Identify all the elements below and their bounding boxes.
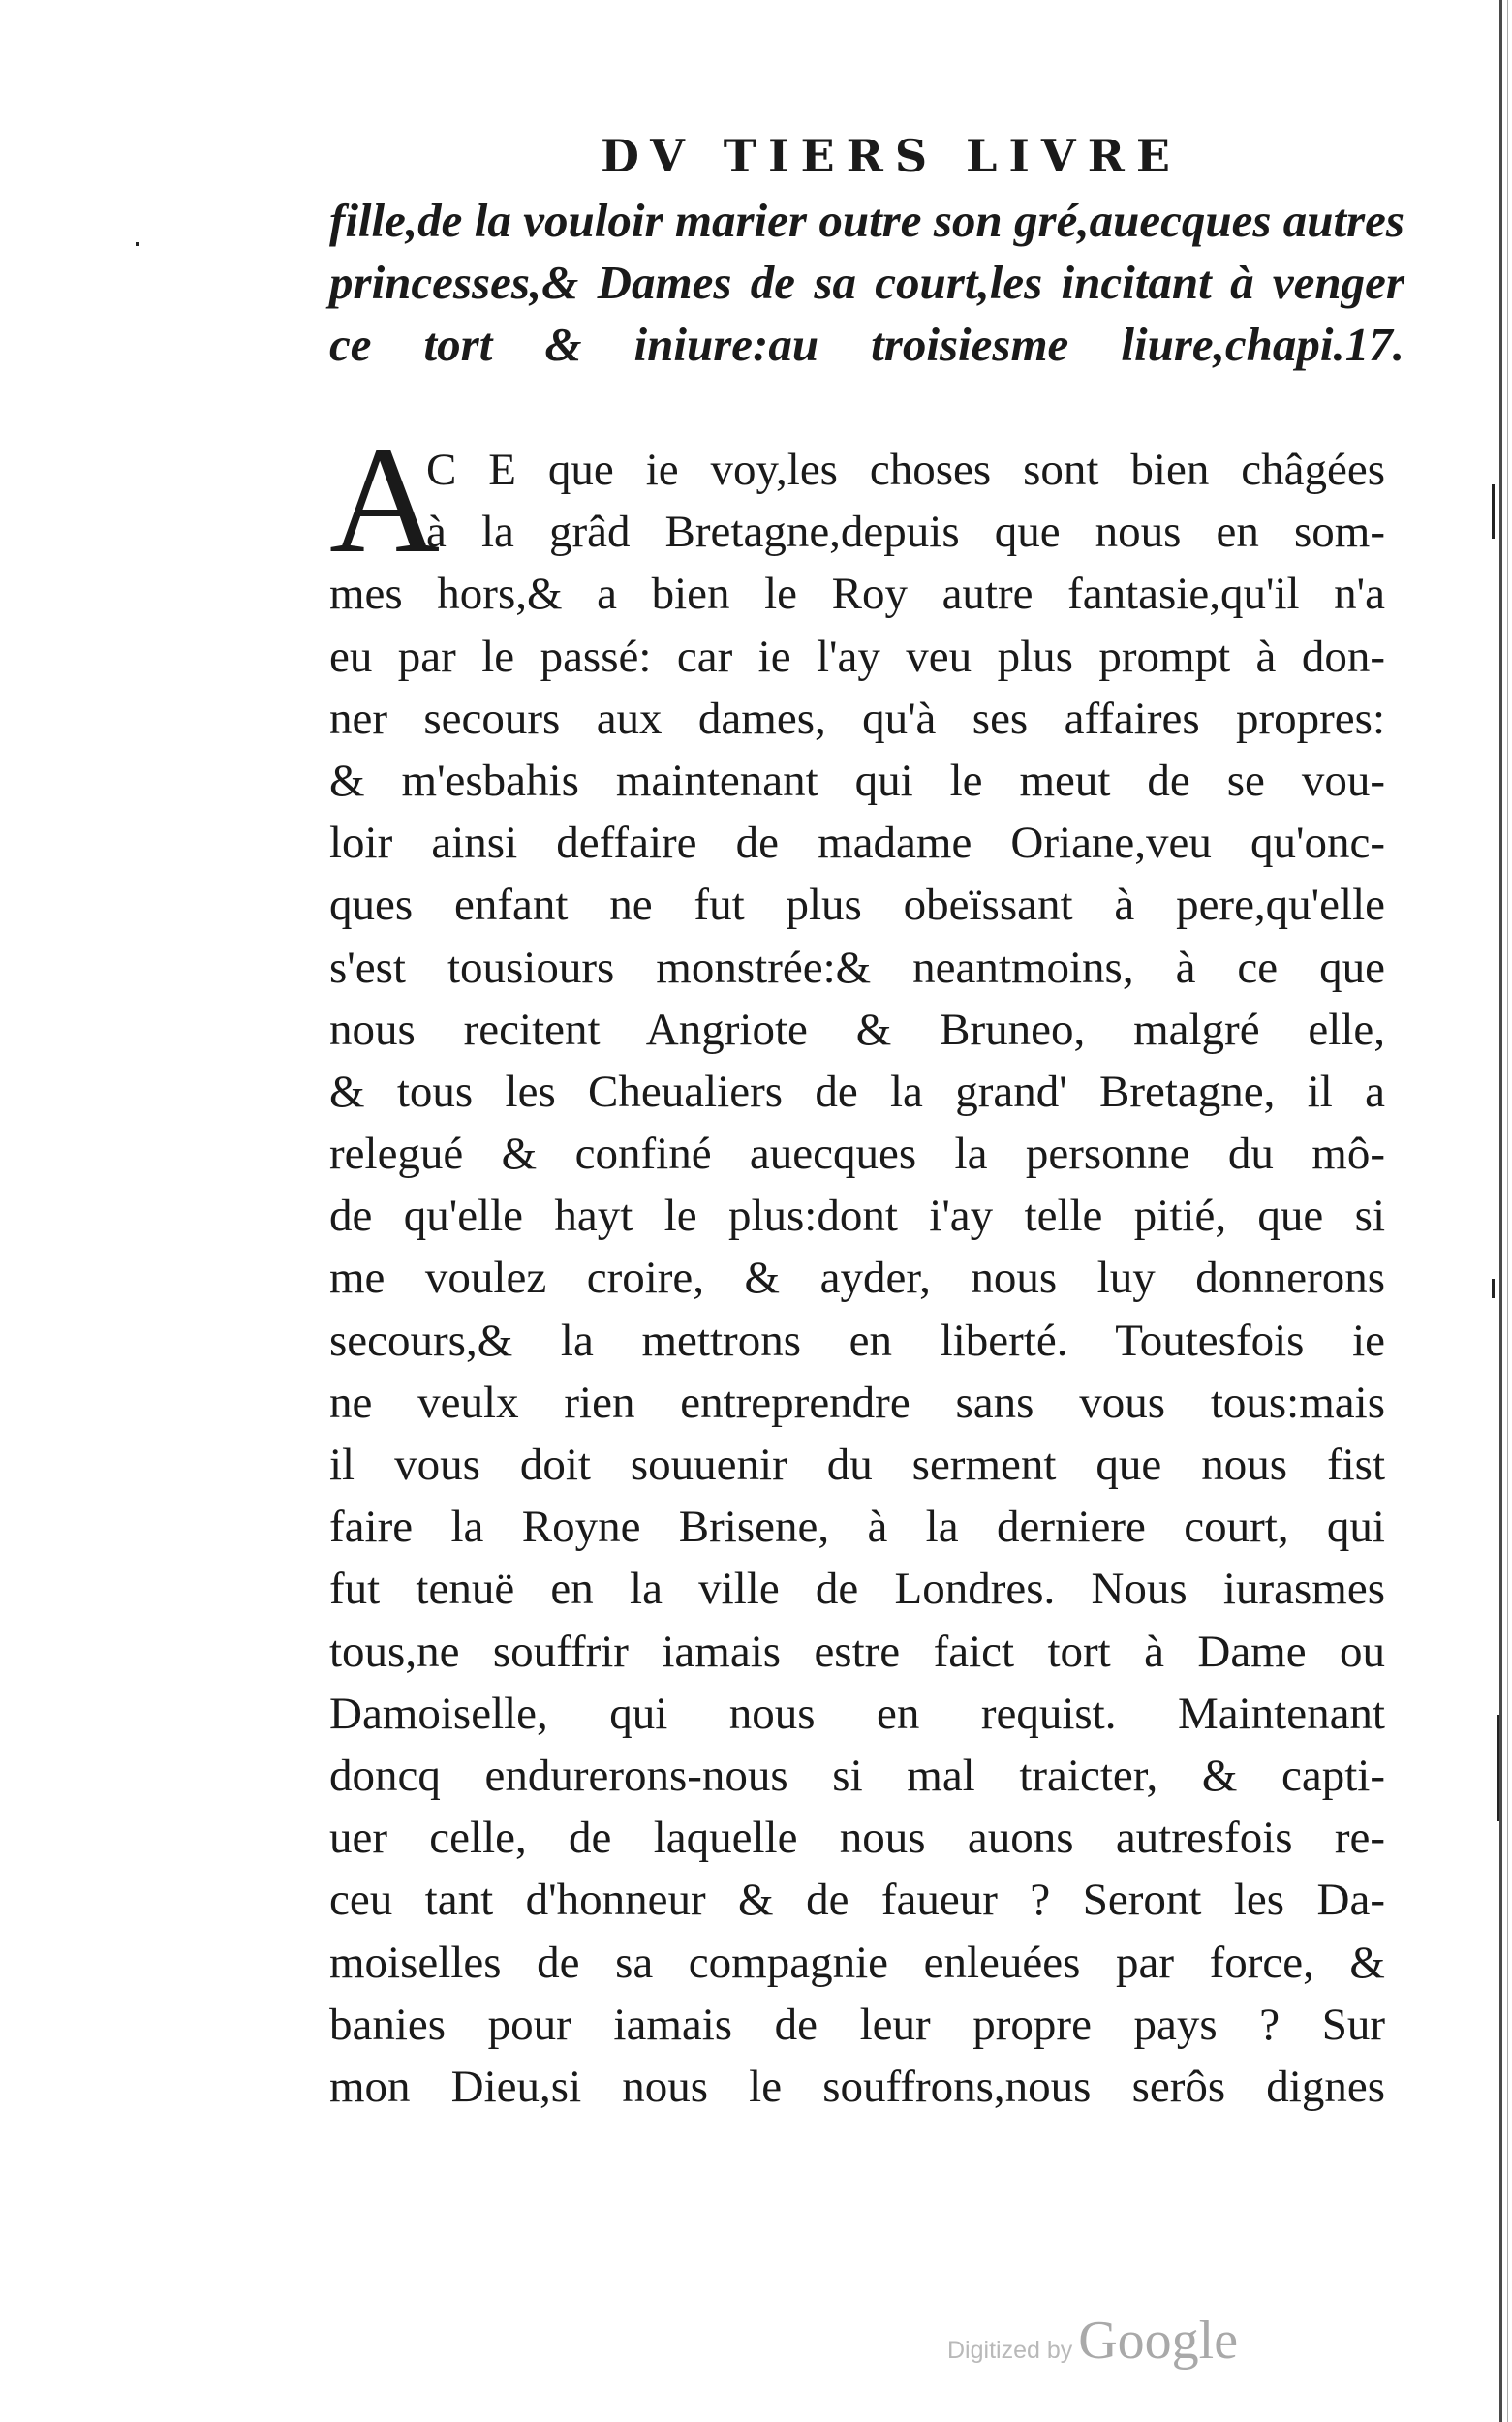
body-line: à la grâd Bretagne,depuis que nous en som- xyxy=(426,507,1385,558)
body-line: & tous les Cheualiers de la grand' Bretagne, il a xyxy=(329,1066,1385,1117)
body-line: eu par le passé: car ie l'ay veu plus prompt à don- xyxy=(329,631,1385,682)
body-line: il vous doit souuenir du serment que nous fist xyxy=(329,1440,1385,1490)
body-line: tous,ne souffrir iamais estre faict tort à Dame ou xyxy=(329,1626,1385,1677)
body-line: mes hors,& a bien le Roy autre fantasie,qu'il n'a xyxy=(329,569,1385,620)
scan-edge-line-secondary xyxy=(1507,0,1508,2422)
body-line: ceu tant d'honneur & de faueur ? Seront les Da- xyxy=(329,1875,1385,1926)
body-line: relegué & confiné auecques la personne du mô- xyxy=(329,1129,1385,1180)
body-line: doncq endurerons-nous si mal traicter, & capti- xyxy=(329,1750,1385,1801)
scan-mark xyxy=(136,242,139,246)
summary-line: princesses,& Dames de sa court,les incitant à venger xyxy=(329,256,1404,309)
summary-line: ce tort & iniure:au troisiesme liure,chapi.17. xyxy=(329,318,1404,371)
body-line: me voulez croire, & ayder, nous luy donnerons xyxy=(329,1253,1385,1304)
body-line: secours,& la mettrons en liberté. Toutesfois ie xyxy=(329,1315,1385,1366)
body-line: de qu'elle hayt le plus:dont i'ay telle pitié, que si xyxy=(329,1191,1385,1242)
google-logo: Google xyxy=(1078,2311,1239,2371)
scan-mark xyxy=(1492,484,1495,539)
body-line: s'est tousiours monstrée:& neantmoins, à ce que xyxy=(329,942,1385,993)
body-line: moiselles de sa compagnie enleuées par force, & xyxy=(329,1937,1385,1988)
body-line: ner secours aux dames, qu'à ses affaires propres: xyxy=(329,693,1385,744)
body-text xyxy=(329,416,1385,2118)
body-line: fut tenuë en la ville de Londres. Nous iurasmes xyxy=(329,1564,1385,1615)
body-line: uer celle, de laquelle nous auons autresfois re- xyxy=(329,1813,1385,1864)
summary-line: fille,de la vouloir marier outre son gré,auecques autres xyxy=(329,194,1404,247)
scan-edge-line xyxy=(1499,0,1502,2422)
scan-mark xyxy=(1492,1279,1495,1298)
body-line: nous recitent Angriote & Bruneo, malgré elle, xyxy=(329,1004,1385,1055)
drop-cap: A xyxy=(329,416,441,585)
body-line: loir ainsi deffaire de madame Oriane,veu qu'onc- xyxy=(329,818,1385,869)
body-line: banies pour iamais de leur propre pays ? Sur xyxy=(329,1999,1385,2050)
body-line: & m'esbahis maintenant qui le meut de se vou- xyxy=(329,755,1385,806)
chapter-summary xyxy=(329,190,1404,376)
body-line: C E que ie voy,les choses sont bien châgées xyxy=(426,445,1385,495)
body-line: ques enfant ne fut plus obeïssant à pere,qu'elle xyxy=(329,880,1385,931)
body-line: ne veulx rien entreprendre sans vous tous:mais xyxy=(329,1377,1385,1428)
running-head: DV TIERS LIVRE xyxy=(601,130,1182,182)
scan-mark xyxy=(1497,1715,1499,1821)
watermark-prefix: Digitized by xyxy=(947,2337,1073,2364)
body-line: mon Dieu,si nous le souffrons,nous serôs dignes xyxy=(329,2061,1385,2112)
digitized-watermark xyxy=(947,2310,1238,2372)
body-line: Damoiselle, qui nous en requist. Maintenant xyxy=(329,1688,1385,1739)
body-line: faire la Royne Brisene, à la derniere court, qui xyxy=(329,1502,1385,1553)
